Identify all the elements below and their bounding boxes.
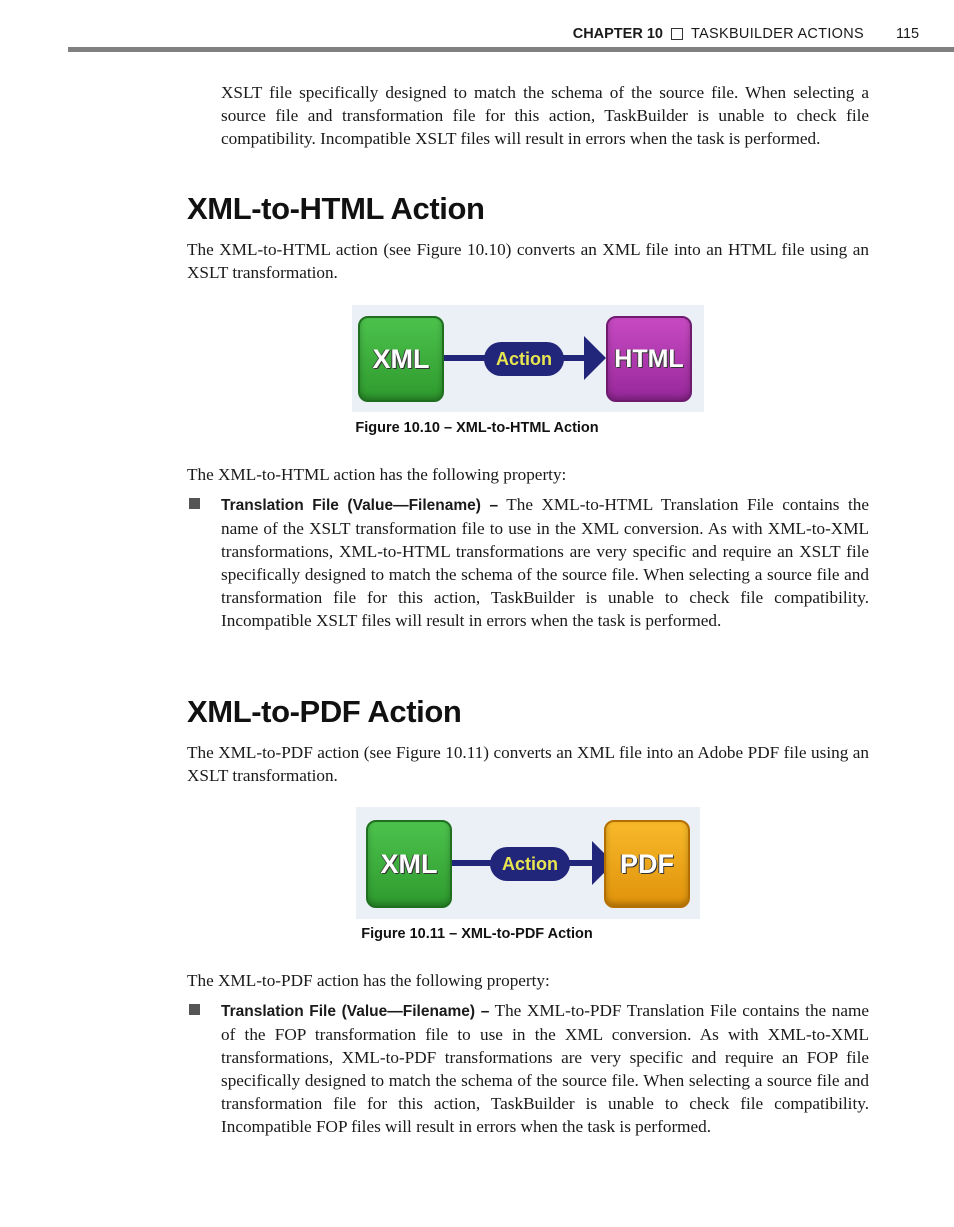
property-description: The XML-to-PDF Translation File contains the name of the FOP transformation file to use in the XML conversion. As with XML-to-XML transformations, XML-to-PDF transformations are very specific and require an FOP file specifically designed to match the schema of the source file. When selecting a source file and transformation file for this action, TaskBuilder is unable to check file compatibility. Incompatible FOP files will result in errors when the task is performed. (221, 1001, 869, 1136)
xml-tile-label: XML (380, 848, 438, 879)
connector-line (562, 355, 586, 361)
xml-to-pdf-intro: The XML-to-PDF action (see Figure 10.11) converts an XML file into an Adobe PDF file using an XSLT transformation. (187, 743, 869, 785)
header-rule (68, 47, 954, 52)
figure-xml-to-html (352, 305, 704, 412)
html-tile-label: HTML (614, 344, 684, 373)
action-label: Action (496, 348, 552, 369)
intro-paragraph: XSLT file specifically designed to match the schema of the source file. When selecting a source file and transformation file for this action, TaskBuilder is unable to check file compatibility. Incompatible XSLT files will result in errors when the task is performed. (221, 83, 869, 148)
connector-line (444, 355, 486, 361)
bullet-square-icon (189, 1004, 200, 1015)
figure-xml-to-pdf (356, 807, 700, 919)
square-separator-icon (671, 28, 683, 40)
pdf-tile-label: PDF (620, 848, 674, 879)
xml-to-pdf-property-intro: The XML-to-PDF action has the following property: (187, 971, 550, 990)
pdf-tile (604, 820, 690, 908)
property-term: Translation File (Value—Filename) – (221, 1003, 490, 1020)
connector-line (568, 860, 594, 866)
property-description: The XML-to-HTML Translation File contains the name of the XSLT transformation file to use in the XML conversion. As with XML-to-XML transformations, XML-to-HTML transformations are very specific and require an XSLT file specifically designed to match the schema of the source file. When selecting a source file and transformation file for this action, TaskBuilder is unable to check file compatibility. Incompatible XSLT files will result in errors when the task is performed. (221, 495, 869, 630)
xml-to-pdf-property (221, 999, 869, 1138)
connector-line (452, 860, 494, 866)
action-pill (484, 342, 564, 376)
xml-to-html-intro: The XML-to-HTML action (see Figure 10.10) converts an XML file into an HTML file using an XSLT transformation. (187, 240, 869, 282)
chapter-number: CHAPTER 10 (572, 26, 663, 42)
arrow-right-icon (584, 336, 606, 380)
xml-to-html-heading: XML-to-HTML Action (187, 191, 485, 226)
property-term: Translation File (Value—Filename) – (221, 497, 499, 514)
xml-tile (366, 820, 452, 908)
xml-tile (358, 316, 444, 402)
figure-10-10-caption: Figure 10.10 – XML-to-HTML Action (355, 420, 599, 436)
bullet-square-icon (189, 498, 200, 509)
action-label: Action (502, 853, 558, 874)
section-name: TASKBUILDER ACTIONS (690, 26, 864, 42)
html-tile (606, 316, 692, 402)
running-header (0, 26, 954, 46)
xml-to-html-property (221, 493, 869, 632)
xml-to-html-property-intro: The XML-to-HTML action has the following property: (187, 465, 567, 484)
xml-to-pdf-heading: XML-to-PDF Action (187, 694, 462, 729)
xml-tile-label: XML (372, 343, 430, 374)
chapter-title (573, 26, 864, 42)
action-pill (490, 847, 570, 881)
page-number: 115 (896, 26, 920, 42)
figure-10-11-caption: Figure 10.11 – XML-to-PDF Action (361, 926, 593, 942)
